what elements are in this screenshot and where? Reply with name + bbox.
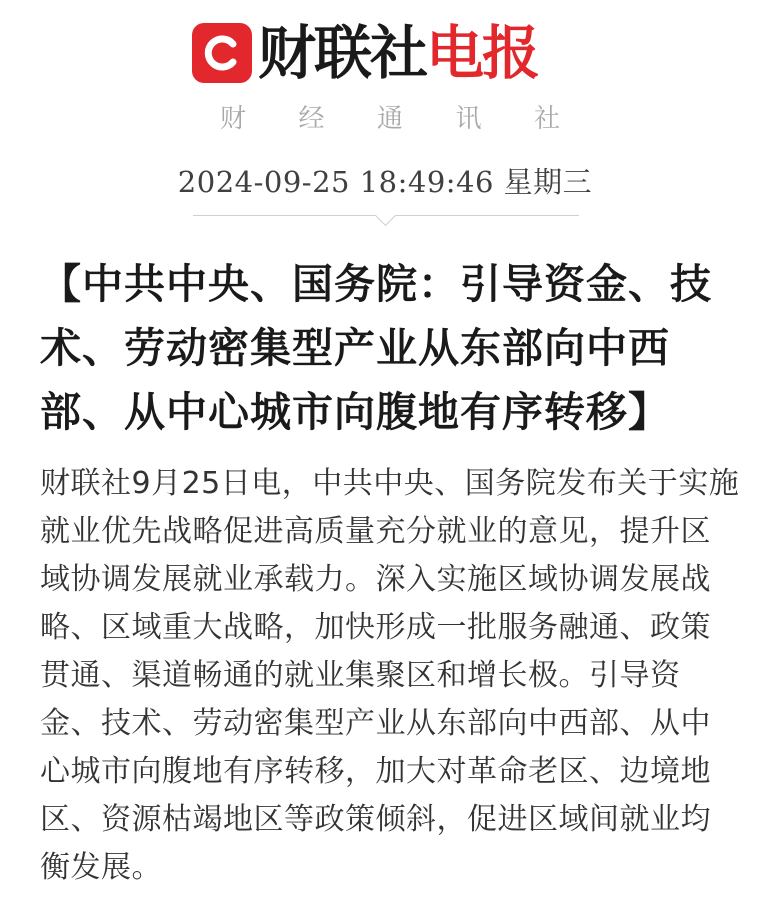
slogan-char: 通 xyxy=(376,104,403,134)
slogan-char: 经 xyxy=(298,104,325,134)
c-logo-icon xyxy=(192,23,252,83)
brand-name xyxy=(258,18,538,88)
publish-datetime: 2024-09-25 18:49:46 星期三 xyxy=(177,165,593,199)
article-body: 财联社9月25日电，中共中央、国务院发布关于实施就业优先战略促进高质量充分就业的意见，提升区域协调发展就业承载力。深入实施区域协调发展战略、区域重大战略，加快形成一批服务融通、政策贯通、渠道畅通的就业集聚区和增长极。引导资金、技术、劳动密集型产业从东部向中西部、从中心城市向腹地有序转移，加大对革命老区、边境地区、资源枯竭地区等政策倾斜，促进区域间就业均衡发展。 xyxy=(40,466,740,885)
brand-logo xyxy=(192,18,538,88)
divider-notch xyxy=(375,205,396,226)
slogan-char: 财 xyxy=(220,104,247,134)
masthead xyxy=(0,10,770,160)
brand-slogan xyxy=(220,98,560,135)
brand-name-black: 财联社 xyxy=(258,19,427,87)
slogan-char: 社 xyxy=(533,104,560,134)
dateline xyxy=(0,162,770,202)
slogan-char: 讯 xyxy=(455,104,482,134)
article-headline: 【中共中央、国务院：引导资金、技术、劳动密集型产业从东部向中西部、从中心城市向腹地有序转移】 xyxy=(40,260,712,436)
brand-name-red: 电报 xyxy=(426,19,539,87)
